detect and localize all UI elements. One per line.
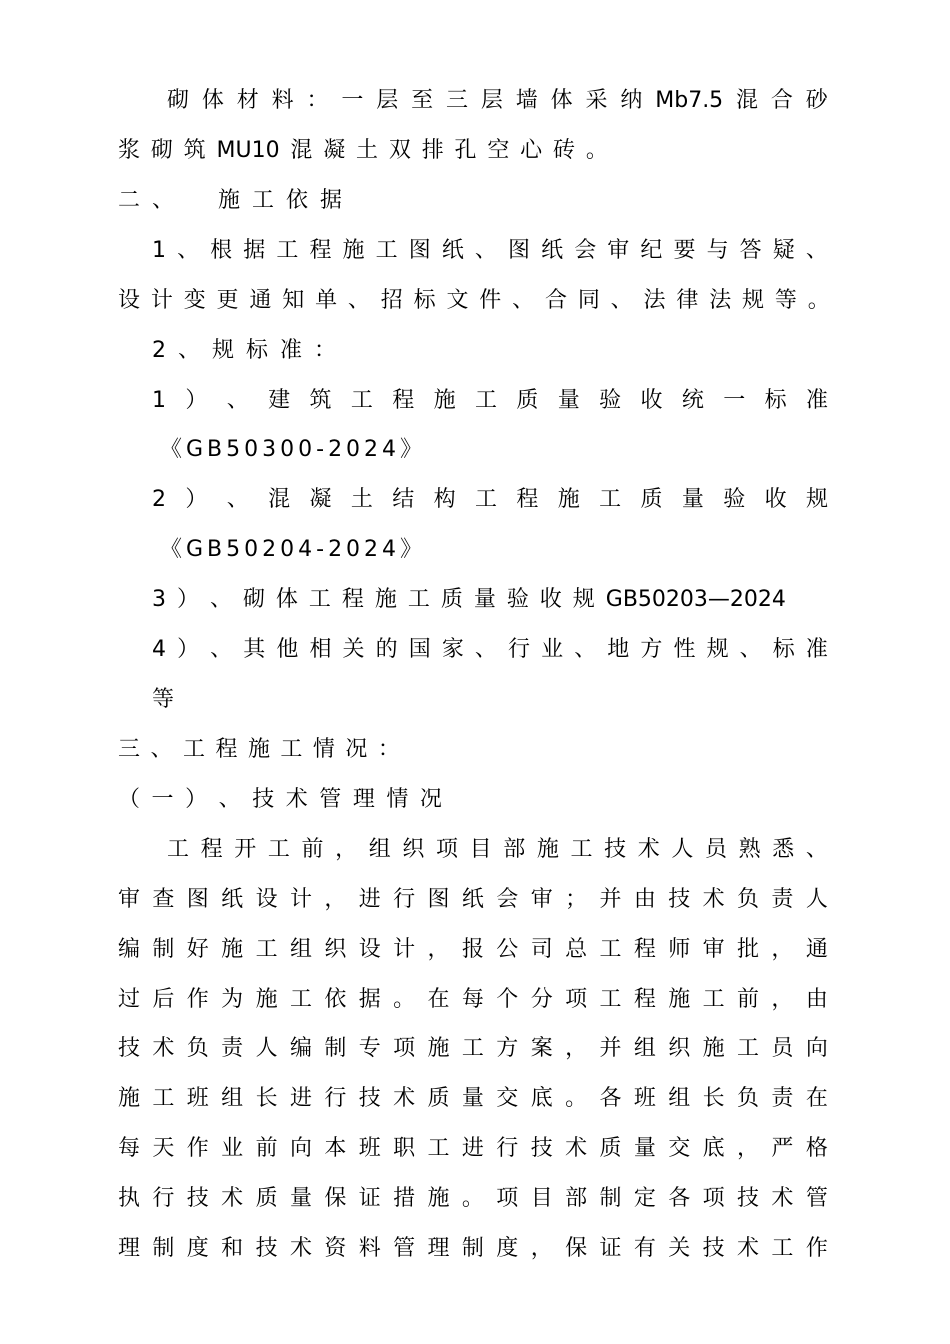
section-number: 二、 bbox=[118, 188, 187, 213]
text-line: 执 行 技 术 质 量 保 证 措 施 。 项 目 部 制 定 各 项 技 术 管 bbox=[118, 1186, 828, 1211]
subsection-heading: （ 一 ） 、 技 术 管 理 情 况 bbox=[118, 787, 442, 812]
text-line: 技 术 负 责 人 编 制 专 项 施 工 方 案 ， 并 组 织 施 工 员 向 bbox=[118, 1036, 828, 1061]
section-heading: 施工依据 bbox=[218, 188, 355, 213]
text-line: 3 ） 、 砌 体 工 程 施 工 质 量 验 收 规 GB50203—2024 bbox=[152, 587, 786, 612]
section-heading: 三 、 工 程 施 工 情 况 ： bbox=[118, 737, 400, 762]
text-line: 2 ） 、 混 凝 土 结 构 工 程 施 工 质 量 验 收 规 bbox=[152, 487, 828, 512]
text-line: 砌 体 材 料 ： 一 层 至 三 层 墙 体 采 纳 Mb7.5 混 合 砂 bbox=[167, 88, 828, 113]
text-line: 编 制 好 施 工 组 织 设 计 ， 报 公 司 总 工 程 师 审 批 ， 通 bbox=[118, 937, 828, 962]
text-line: 审 查 图 纸 设 计 ， 进 行 图 纸 会 审 ； 并 由 技 术 负 责 人 bbox=[118, 887, 828, 912]
text-line: 浆 砌 筑 MU10 混 凝 土 双 排 孔 空 心 砖 。 bbox=[118, 138, 608, 163]
standard-code: 《GB50204-2024》 bbox=[160, 537, 427, 562]
text-line: 2、规标准： bbox=[152, 338, 348, 363]
text-line: 设 计 变 更 通 知 单 、 招 标 文 件 、 合 同 、 法 律 法 规 等 。 bbox=[118, 288, 830, 313]
text-line: 工 程 开 工 前 ， 组 织 项 目 部 施 工 技 术 人 员 熟 悉 、 bbox=[167, 837, 828, 862]
text-line: 4 ） 、 其 他 相 关 的 国 家 、 行 业 、 地 方 性 规 、 标 准 bbox=[152, 637, 828, 662]
text-line: 施 工 班 组 长 进 行 技 术 质 量 交 底 。 各 班 组 长 负 责 在 bbox=[118, 1086, 828, 1111]
text-line: 等 bbox=[152, 687, 175, 712]
standard-code: 《GB50300-2024》 bbox=[160, 437, 427, 462]
text-line: 理 制 度 和 技 术 资 料 管 理 制 度 ， 保 证 有 关 技 术 工 作 bbox=[118, 1236, 828, 1261]
text-line: 过 后 作 为 施 工 依 据 。 在 每 个 分 项 工 程 施 工 前 ， 由 bbox=[118, 987, 828, 1012]
text-line: 每 天 作 业 前 向 本 班 职 工 进 行 技 术 质 量 交 底 ， 严 格 bbox=[118, 1136, 828, 1161]
text-line: 1 、 根 据 工 程 施 工 图 纸 、 图 纸 会 审 纪 要 与 答 疑 、 bbox=[152, 238, 828, 263]
text-line: 1 ） 、 建 筑 工 程 施 工 质 量 验 收 统 一 标 准 bbox=[152, 388, 828, 413]
